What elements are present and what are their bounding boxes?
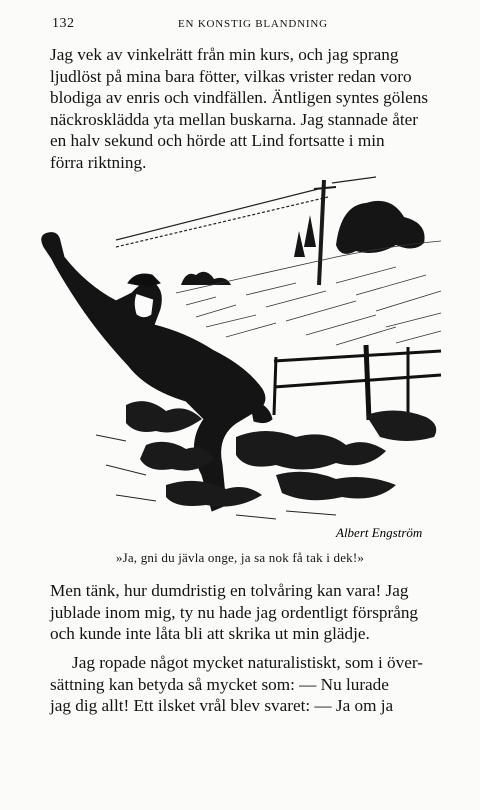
power-lines [116,177,376,247]
text-line: näckroskläddа yta mellan buskarna. Jag stannade åter [50,109,418,129]
running-header [52,14,462,36]
text-line: sättning kan betyda så mycket som: — Nu lurade [50,674,389,694]
page-number: 132 [52,16,75,31]
illustration-caption: »Ja, gni du jävla onge, ja sa nok få tak i dek!» [115,550,365,565]
illustration [36,175,446,540]
text-line: Men tänk, hur dumdristig en tolvåring kan vara! Jag [50,581,409,600]
trees [181,201,425,285]
illustration-signature: Albert Engström [336,525,423,540]
undergrowth [126,401,436,506]
text-line: Jag vek av vinkelrätt från min kurs, och jag sprang [50,45,399,64]
hillside [176,241,441,345]
text-line: blodiga av enris och vindfällen. Äntligen syntes gölens [50,88,429,108]
paragraph-3 [50,652,475,717]
text-line: Jag ropade något mycket naturalistiskt, som i över- [72,653,423,672]
paragraph-2 [50,580,475,645]
paragraph-1 [50,44,475,174]
text-line: ljudlöst på mina bara fötter, vilkas vrister redan voro [50,66,412,86]
text-line: och kunde inte låta bli att skrika ut min glädje. [50,624,370,644]
running-title: EN KONSTIG BLANDNING [178,18,328,30]
text-line: förra riktning. [50,152,147,172]
text-line: jag dig allt! Ett ilsket vrål blev svaret: — Ja om ja [50,696,394,716]
text-line: en halv sekund och hörde att Lind fortsatte i min [50,131,385,151]
utility-pole [314,180,336,285]
text-line: jublade inom mig, ty nu hade jag ordentligt försprång [50,602,419,622]
fence [274,345,441,420]
